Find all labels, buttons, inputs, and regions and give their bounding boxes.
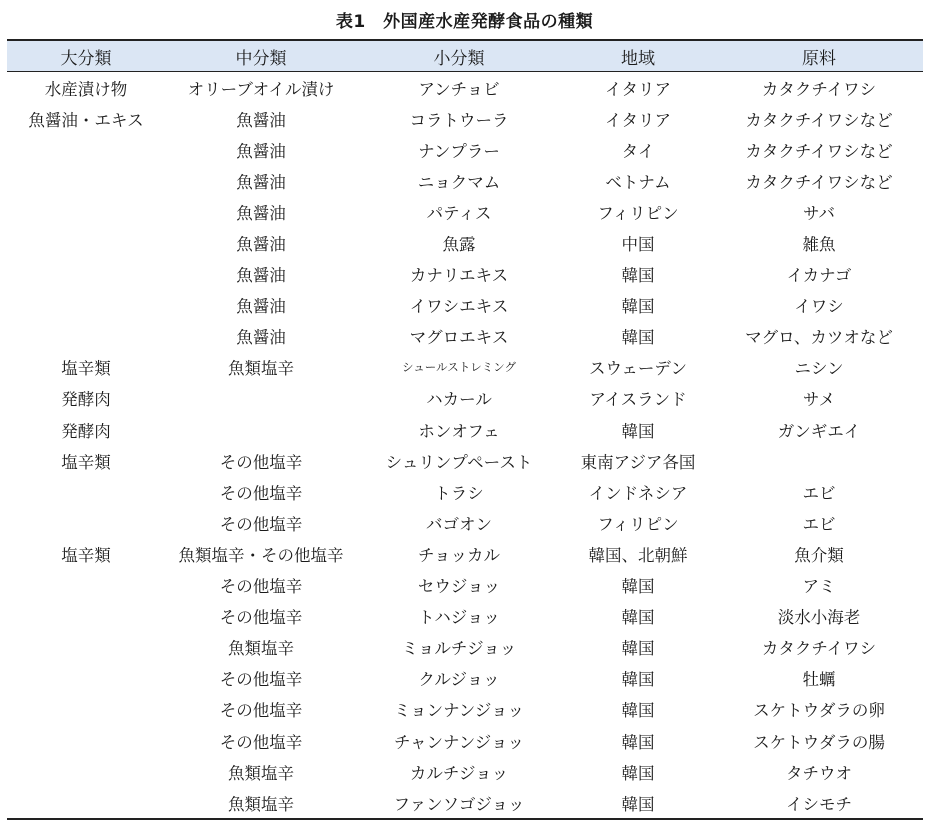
major-category-cell (7, 290, 165, 321)
table-row (7, 383, 923, 414)
region-cell: 韓国 (621, 328, 655, 348)
minor-category-cell: コラトウーラ (409, 110, 509, 130)
middle-category-cell: その他塩辛 (219, 732, 303, 752)
major-category-cell: 塩辛類 (61, 359, 111, 379)
header-ingredient: 原料 (715, 40, 923, 72)
table-title: 表1 外国産水産発酵食品の種類 (335, 12, 594, 32)
minor-category-cell: カナリエキス (409, 266, 509, 286)
major-category-cell: 発酵肉 (61, 390, 111, 410)
ingredient-cell: イカナゴ (786, 266, 852, 286)
major-category-cell (7, 165, 165, 196)
minor-category-cell: ファンソゴジョッ (357, 787, 561, 819)
ingredient-cell: ガンギエイ (777, 421, 861, 441)
ingredient-cell: スケトウダラの腸 (753, 732, 885, 752)
ingredient-cell: エビ (802, 483, 836, 503)
ingredient-cell: 魚介類 (794, 545, 844, 565)
major-category-cell: 発酵肉 (61, 421, 111, 441)
minor-category-cell: ホンオフェ (418, 421, 500, 441)
region-cell: 韓国、北朝鮮 (588, 545, 688, 565)
major-category-cell (7, 725, 165, 756)
middle-category-cell: 魚醤油 (236, 203, 286, 223)
region-cell: イタリア (605, 110, 671, 130)
table-row (7, 632, 923, 663)
region-cell: 韓国 (621, 266, 655, 286)
middle-category-cell: その他塩辛 (219, 452, 303, 472)
table-row (7, 259, 923, 290)
major-category-cell (7, 476, 165, 507)
major-category-cell (7, 663, 165, 694)
major-category-cell: 塩辛類 (61, 545, 111, 565)
middle-category-cell: その他塩辛 (219, 608, 303, 628)
middle-category-cell: 魚醤油 (236, 328, 286, 348)
minor-category-cell: セウジョッ (417, 577, 501, 597)
middle-category-cell: 魚類塩辛 (228, 359, 294, 379)
table-row (7, 663, 923, 694)
table-row (7, 352, 923, 383)
ingredient-cell: イワシ (794, 297, 844, 317)
middle-category-cell: その他塩辛 (219, 483, 303, 503)
region-cell: アイスランド (589, 390, 687, 410)
major-category-cell: 水産漬け物 (44, 79, 128, 99)
middle-category-cell: その他塩辛 (219, 670, 303, 690)
minor-category-cell: チョッカル (417, 545, 500, 565)
ingredient-cell: カタクチイワシ (761, 639, 877, 659)
ingredient-cell: エビ (802, 514, 836, 534)
ingredient-cell: 淡水小海老 (777, 608, 861, 628)
table-row (7, 787, 923, 819)
middle-category-cell: 魚類塩辛・その他塩辛 (178, 545, 344, 565)
table-row (7, 694, 923, 725)
header-row (7, 40, 923, 72)
table-row (7, 290, 923, 321)
table-row (7, 72, 923, 104)
region-cell: フィリピン (597, 203, 679, 223)
middle-category-cell: 魚醤油 (236, 172, 286, 192)
minor-category-cell: トハジョッ (418, 608, 500, 628)
minor-category-cell: 魚露 (442, 235, 476, 255)
region-cell: 韓国 (621, 577, 655, 597)
ingredient-cell: カタクチイワシなど (745, 110, 893, 130)
minor-category-cell: ミョルチジョッ (401, 639, 517, 659)
minor-category-cell: チャンナンジョッ (394, 732, 524, 752)
table-row (7, 601, 923, 632)
minor-category-cell: ハカール (426, 390, 492, 410)
region-cell: 韓国 (621, 732, 655, 752)
major-category-cell (7, 694, 165, 725)
middle-category-cell (165, 414, 357, 445)
minor-category-cell: イワシエキス (409, 297, 509, 317)
table-body (7, 72, 923, 820)
minor-category-cell: バゴオン (426, 514, 492, 534)
header-minor-category: 小分類 (357, 40, 561, 72)
minor-category-cell: シュリンプペースト (385, 452, 533, 472)
region-cell: 韓国 (621, 701, 655, 721)
middle-category-cell: 魚醤油 (236, 235, 286, 255)
region-cell: 韓国 (621, 639, 655, 659)
major-category-cell (7, 227, 165, 258)
table-row (7, 321, 923, 352)
table-row (7, 756, 923, 787)
table-row (7, 507, 923, 538)
minor-category-cell: マグロエキス (409, 328, 509, 348)
region-cell: 韓国 (561, 787, 715, 819)
ingredient-cell: サメ (802, 390, 836, 410)
minor-category-cell: パティス (426, 203, 492, 223)
middle-category-cell: 魚醤油 (236, 266, 286, 286)
ingredient-cell: タチウオ (786, 763, 852, 783)
ingredient-cell: マグロ、カツオなど (745, 328, 893, 348)
region-cell: インドネシア (588, 483, 688, 503)
ingredient-cell: アミ (802, 577, 836, 597)
minor-category-cell: トラシ (434, 483, 484, 503)
region-cell: ベトナム (605, 172, 671, 192)
region-cell: 中国 (621, 235, 655, 255)
region-cell: 韓国 (621, 421, 655, 441)
minor-category-cell: ミョンナンジョッ (393, 701, 525, 721)
middle-category-cell: 魚醤油 (236, 141, 286, 161)
header-region: 地域 (561, 40, 715, 72)
major-category-cell (7, 601, 165, 632)
table-row (7, 570, 923, 601)
major-category-cell: 塩辛類 (61, 452, 111, 472)
table-row (7, 414, 923, 445)
ingredient-cell: カタクチイワシなど (745, 141, 893, 161)
minor-category-cell: シュールストレミング (402, 360, 516, 375)
major-category-cell (7, 196, 165, 227)
table-row (7, 725, 923, 756)
ingredient-cell: カタクチイワシ (761, 79, 877, 99)
major-category-cell (7, 259, 165, 290)
region-cell: フィリピン (597, 514, 679, 534)
middle-category-cell: その他塩辛 (219, 701, 303, 721)
region-cell: タイ (621, 141, 655, 161)
header-middle-category: 中分類 (165, 40, 357, 72)
table-row (7, 165, 923, 196)
region-cell: 韓国 (621, 608, 655, 628)
minor-category-cell: ナンプラー (418, 141, 500, 161)
ingredient-cell: 牡蠣 (802, 670, 836, 690)
table-row (7, 538, 923, 569)
header-major-category: 大分類 (7, 40, 165, 72)
region-cell: 韓国 (621, 297, 655, 317)
ingredient-cell (715, 445, 923, 476)
middle-category-cell: 魚類塩辛 (228, 639, 294, 659)
table-row (7, 103, 923, 134)
fermented-foods-table (7, 39, 923, 820)
ingredient-cell: 雑魚 (802, 235, 836, 255)
region-cell: 韓国 (621, 763, 655, 783)
ingredient-cell: ニシン (794, 359, 844, 379)
middle-category-cell: その他塩辛 (219, 577, 303, 597)
region-cell: スウェーデン (588, 359, 687, 379)
table-row (7, 476, 923, 507)
region-cell: 韓国 (621, 670, 655, 690)
major-category-cell (7, 507, 165, 538)
minor-category-cell: ニョクマム (417, 172, 501, 192)
ingredient-cell: スケトウダラの卵 (753, 701, 885, 721)
ingredient-cell: サバ (802, 203, 835, 223)
middle-category-cell: 魚醤油 (236, 297, 286, 317)
major-category-cell (7, 321, 165, 352)
major-category-cell: 魚醤油・エキス (28, 110, 144, 130)
table-row (7, 196, 923, 227)
major-category-cell (7, 787, 165, 819)
major-category-cell (7, 632, 165, 663)
middle-category-cell: その他塩辛 (219, 514, 303, 534)
region-cell: 東南アジア各国 (580, 452, 696, 472)
ingredient-cell: カタクチイワシなど (745, 172, 893, 192)
middle-category-cell (165, 383, 357, 414)
minor-category-cell: カルチジョッ (409, 763, 509, 783)
major-category-cell (7, 134, 165, 165)
minor-category-cell: クルジョッ (418, 670, 500, 690)
table-row (7, 227, 923, 258)
table-row (7, 445, 923, 476)
region-cell: イタリア (605, 79, 671, 99)
middle-category-cell: 魚類塩辛 (165, 787, 357, 819)
major-category-cell (7, 570, 165, 601)
middle-category-cell: 魚類塩辛 (228, 763, 294, 783)
major-category-cell (7, 756, 165, 787)
middle-category-cell: 魚醤油 (236, 110, 286, 130)
ingredient-cell: イシモチ (715, 787, 923, 819)
minor-category-cell: アンチョビ (418, 79, 500, 99)
middle-category-cell: オリーブオイル漬け (187, 79, 335, 99)
table-row (7, 134, 923, 165)
